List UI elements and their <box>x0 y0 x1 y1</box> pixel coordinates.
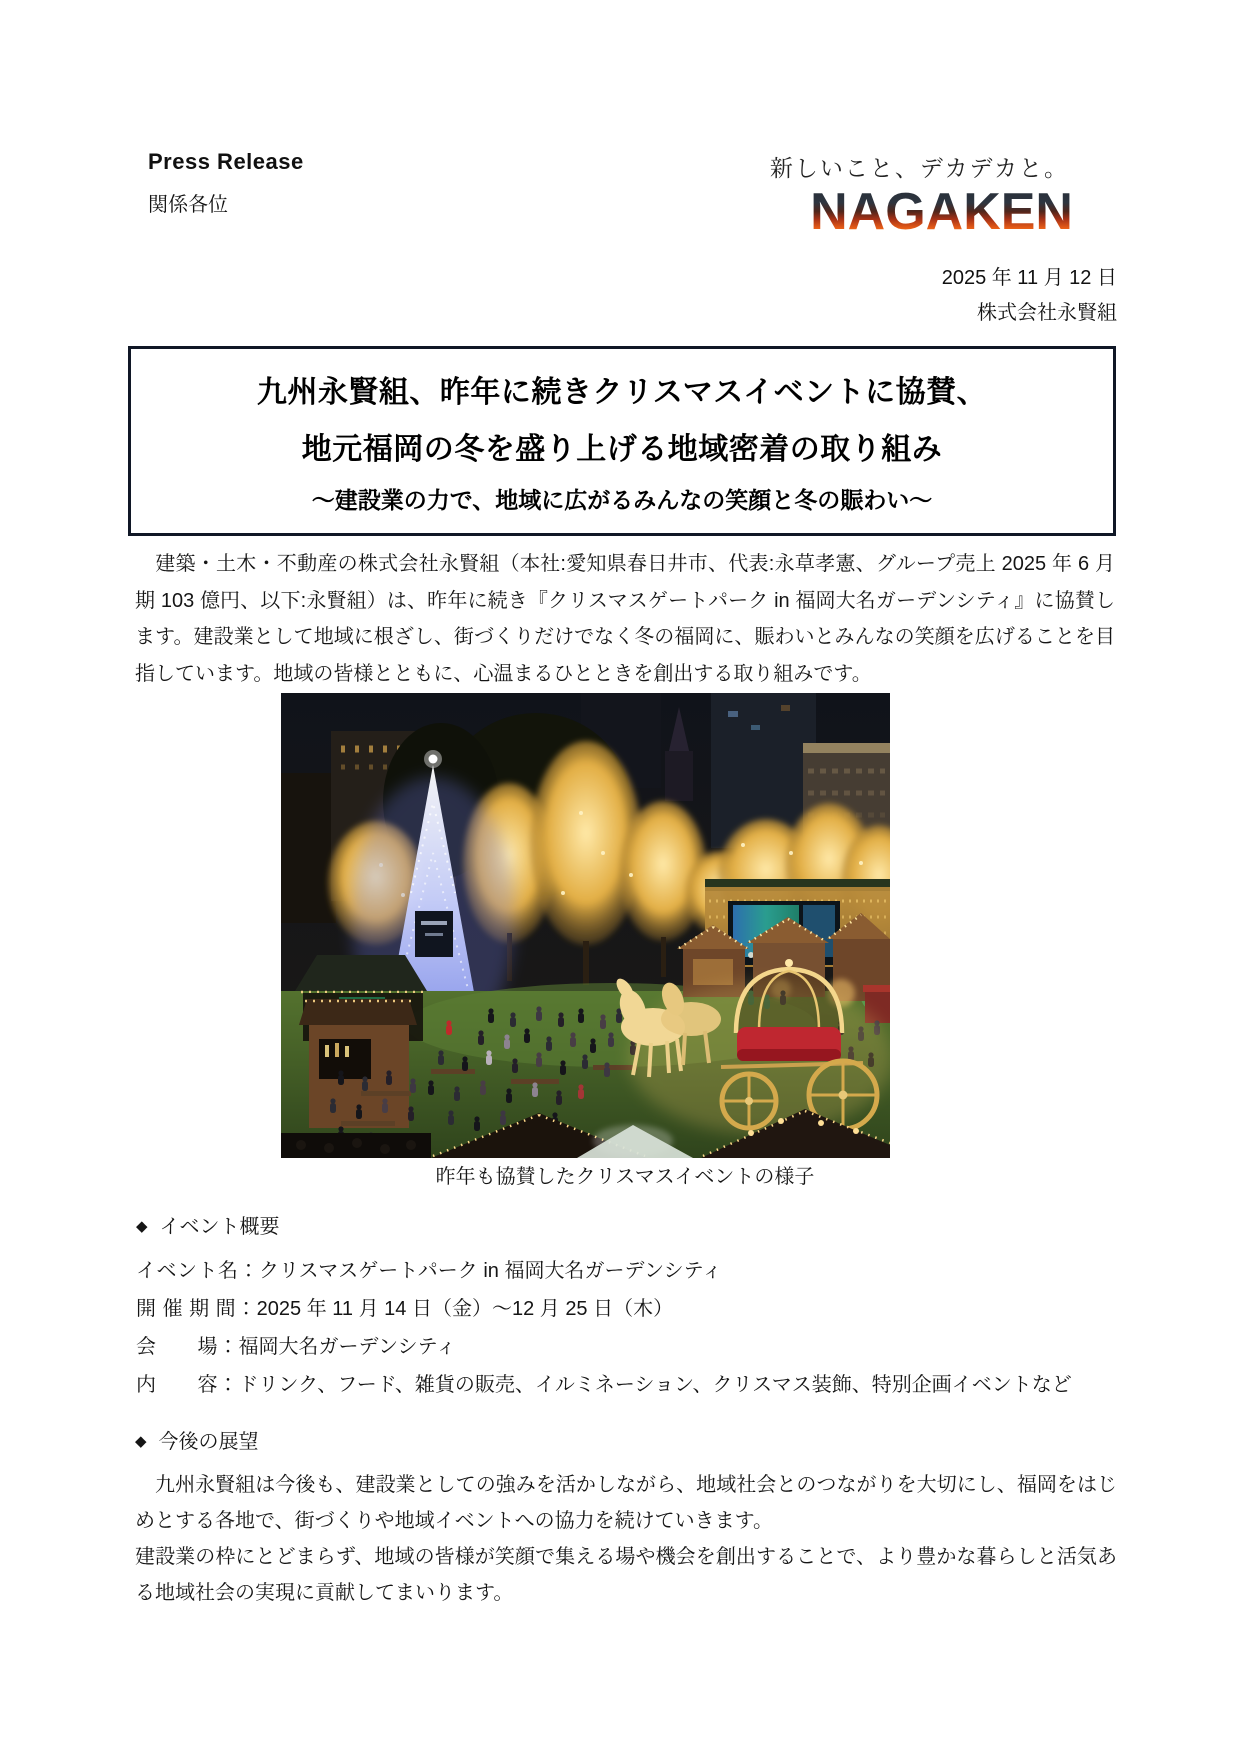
event-venue-label: 会 場： <box>136 1336 239 1358</box>
event-overview-heading <box>136 1210 1116 1239</box>
headline-subtitle: ～建設業の力で、地域に広がるみんなの笑顔と冬の賑わい～ <box>311 487 933 513</box>
outlook-paragraph-2: 建設業の枠にとどまらず、地域の皆様が笑顔で集える場や機会を創出することで、より豊かな暮らしと活気ある地域社会の実現に貢献してまいります。 <box>135 1546 1117 1604</box>
headline-line1: 九州永賢組、昨年に続きクリスマスイベントに協賛、 <box>256 376 988 409</box>
event-name-value: クリスマスゲートパーク in 福岡大名ガーデンシティ <box>259 1260 722 1282</box>
recipients-label: 関係各位 <box>148 194 228 216</box>
event-name-label: イベント名： <box>136 1260 259 1282</box>
logo-tagline: 新しいこと、デカデカと。 <box>769 156 1069 181</box>
outlook-paragraph-1: 九州永賢組は今後も、建設業としての強みを活かしながら、地域社会とのつながりを大切にし、福岡をはじめとする各地で、街づくりや地域イベントへの協力を続けていきます。 <box>135 1474 1117 1532</box>
event-period-label: 開 催 期 間： <box>136 1298 257 1320</box>
release-date: 2025 年 11 月 12 日 <box>941 267 1117 289</box>
event-period-row <box>136 1290 1116 1328</box>
event-overview-section <box>136 1210 1116 1404</box>
event-name-row <box>136 1252 1116 1290</box>
nagaken-logo <box>770 150 1073 240</box>
diamond-bullet-icon: ◆ <box>135 1433 147 1450</box>
date-company-block <box>942 261 1117 331</box>
event-period-value: 2025 年 11 月 14 日（金）～12 月 25 日（木） <box>256 1298 674 1320</box>
event-overview-items <box>136 1252 1116 1404</box>
event-photo <box>281 693 890 1158</box>
headline-line2: 地元福岡の冬を盛り上げる地域密着の取り組み <box>301 433 943 466</box>
event-contents-label: 内 容： <box>136 1374 239 1396</box>
press-release-label: Press Release <box>148 149 304 174</box>
event-contents-value: ドリンク、フード、雑貨の販売、イルミネーション、クリスマス装飾、特別企画イベントなど <box>238 1374 1072 1396</box>
event-contents-row <box>136 1366 1116 1404</box>
outlook-section <box>135 1425 1117 1611</box>
lead-paragraph: 建築・土木・不動産の株式会社永賢組（本社:愛知県春日井市、代表:永草孝憲、グループ売上 2025 年 6 月期 103 億円、以下:永賢組）は、昨年に続き『クリスマスゲートパーク in 福岡大名ガーデンシティ』に協賛します。建設業として地域に根ざし、街づくりだけでなく冬の福岡に、賑わいとみんなの笑顔を広げることを目指しています。地域の皆様とともに、心温まるひとときを創出する取り組みです。 <box>135 553 1115 685</box>
event-venue-row <box>136 1328 1116 1366</box>
christmas-market-illustration <box>281 693 890 1158</box>
company-name: 株式会社永賢組 <box>977 302 1117 324</box>
headline-box <box>128 346 1116 536</box>
photo-caption: 昨年も協賛したクリスマスイベントの様子 <box>435 1166 815 1188</box>
diamond-bullet-icon: ◆ <box>136 1218 148 1235</box>
outlook-heading-text: 今後の展望 <box>158 1431 259 1453</box>
event-overview-heading-text: イベント概要 <box>159 1216 280 1238</box>
outlook-heading <box>135 1425 1117 1454</box>
event-venue-value: 福岡大名ガーデンシティ <box>238 1336 456 1358</box>
logo-brand-text: NAGAKEN <box>810 183 1073 241</box>
